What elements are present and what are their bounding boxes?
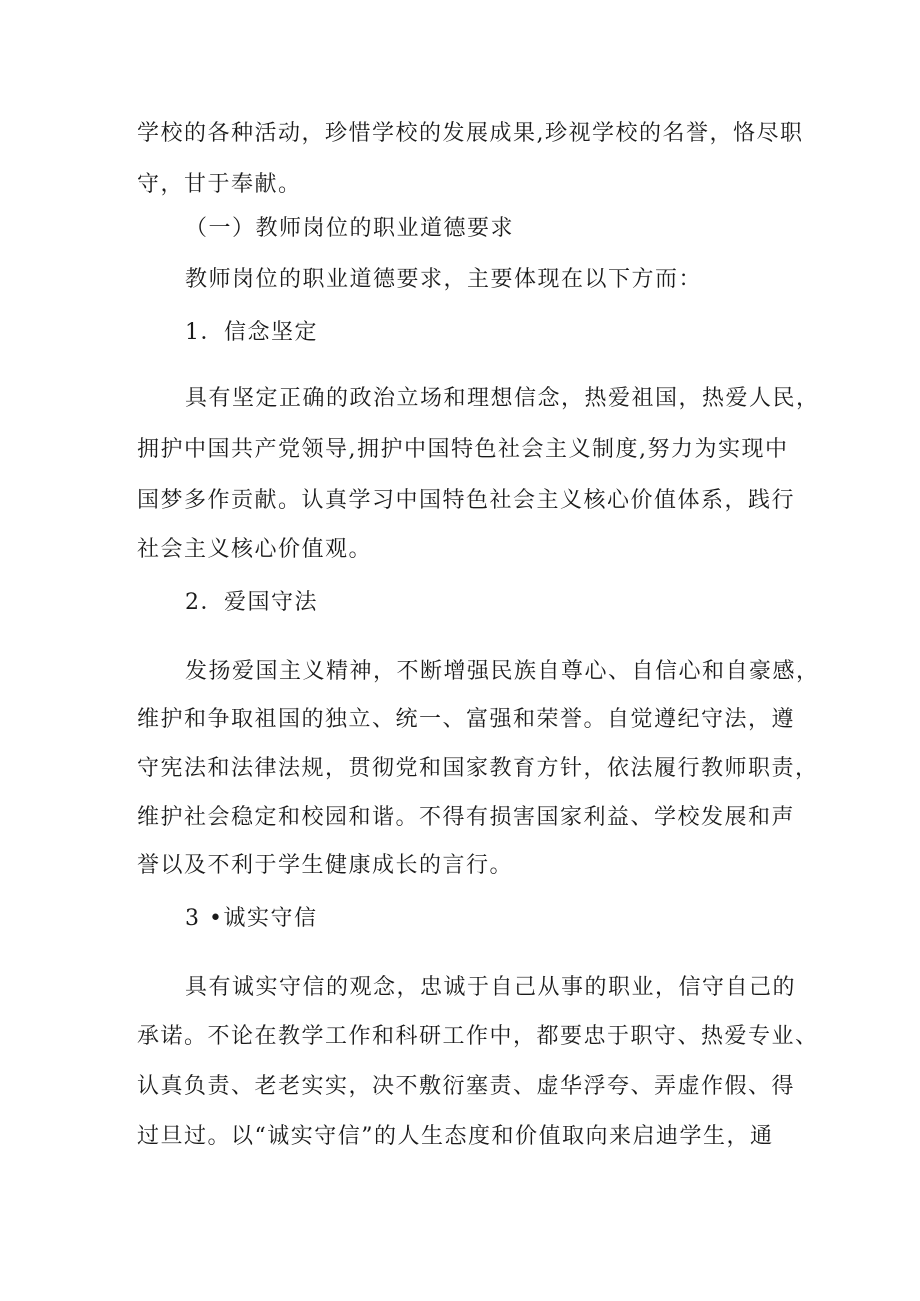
paragraph-line: 拥护中国共产党领导,拥护中国特色社会主义制度,努力为实现中 <box>137 437 789 462</box>
paragraph-line: 维护和争取祖国的独立、统一、富强和荣誉。自觉遵纪守法，遵 <box>137 707 796 732</box>
paragraph-line: 守宪法和法律法规，贯彻党和国家教育方针，依法履行教师职责， <box>137 756 819 781</box>
paragraph-line: 承诺。不论在教学工作和科研工作中，都要忠于职守、热爱专业、 <box>137 1024 819 1049</box>
paragraph-line: 社会主义核心价值观。 <box>137 537 373 562</box>
paragraph-line: 发扬爱国主义精神，不断增强民族自尊心、自信心和自豪感， <box>185 659 820 684</box>
paragraph-line: 学校的各种活动，珍惜学校的发展成果,珍视学校的名誉，恪尽职 <box>137 121 804 146</box>
paragraph-line: 誉以及不利于学生健康成长的言行。 <box>137 853 514 878</box>
subsection-heading: 1．信念坚定 <box>185 320 318 345</box>
paragraph-line: 维护社会稳定和校园和谐。不得有损害国家利益、学校发展和声 <box>137 805 796 830</box>
paragraph-line: 具有诚实守信的观念，忠诚于自己从事的职业，信守自己的 <box>185 975 797 1000</box>
section-heading: （一）教师岗位的职业道德要求 <box>185 216 515 241</box>
paragraph-line: 守，甘于奉献。 <box>137 172 302 197</box>
subsection-heading: 3 •诚实守信 <box>185 906 318 931</box>
paragraph-line: 国梦多作贡献。认真学习中国特色社会主义核心价值体系，践行 <box>137 488 796 513</box>
paragraph-line: 教师岗位的职业道德要求，主要体现在以下方而： <box>185 267 703 292</box>
subsection-heading: 2．爱国守法 <box>185 590 318 615</box>
paragraph-line: 认真负责、老老实实，决不敷衍塞责、虚华浮夸、弄虚作假、得 <box>137 1074 796 1099</box>
paragraph-line: 过旦过。以“诚实守信”的人生态度和价值取向来启迪学生，通 <box>137 1124 774 1149</box>
paragraph-line: 具有坚定正确的政治立场和理想信念，热爱祖国，热爱人民， <box>185 386 820 411</box>
